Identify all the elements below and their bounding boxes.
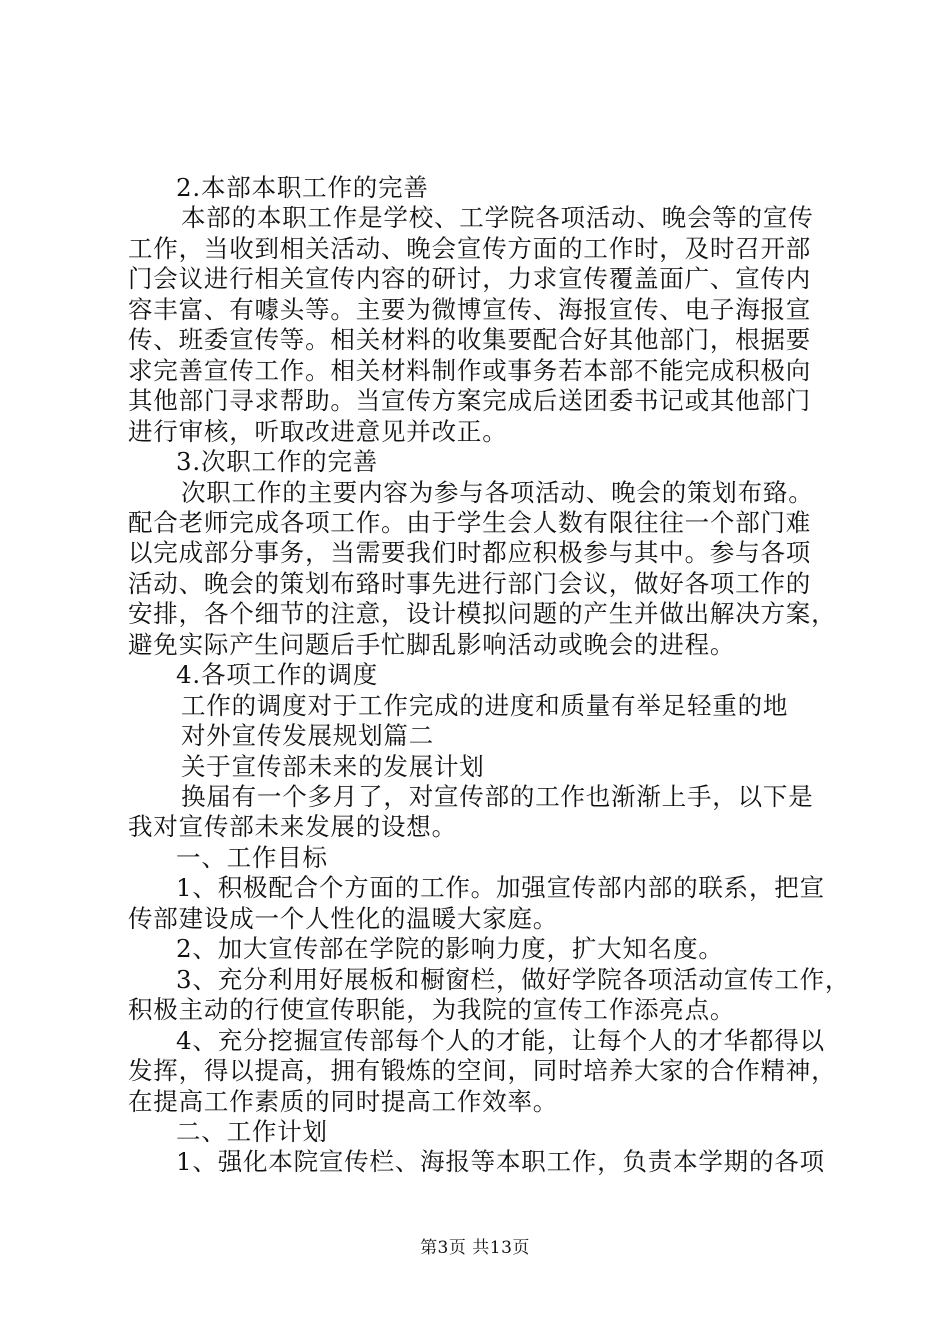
heading-work-goals: 一、工作目标 <box>176 842 328 872</box>
paragraph-line: 求完善宣传工作。相关材料制作或事务若本部不能完成积极向 <box>128 355 812 385</box>
paragraph-line: 进行审核，听取改进意见并改正。 <box>128 416 508 446</box>
paragraph-line: 活动、晚会的策划布臵时事先进行部门会议，做好各项工作的 <box>128 568 812 598</box>
heading-secondary-duties: 3.次职工作的完善 <box>176 447 379 477</box>
list-item: 3、充分利用好展板和橱窗栏，做好学院各项活动宣传工作， <box>176 964 851 994</box>
paragraph-line: 传、班委宣传等。相关材料的收集要配合好其他部门，根据要 <box>128 325 812 355</box>
paragraph-line: 发挥，得以提高，拥有锻炼的空间，同时培养大家的合作精神， <box>128 1056 837 1085</box>
heading-own-duties: 2.本部本职工作的完善 <box>176 173 429 202</box>
paragraph-line: 工作，当收到相关活动、晚会宣传方面的工作时，及时召开部 <box>128 233 812 263</box>
paragraph-line: 在提高工作素质的同时提高工作效率。 <box>128 1086 559 1116</box>
paragraph-line: 门会议进行相关宣传内容的研讨，力求宣传覆盖面广、宣传内 <box>128 264 812 294</box>
paragraph-line: 积极主动的行使宣传职能，为我院的宣传工作添亮点。 <box>128 995 736 1025</box>
paragraph-line: 避免实际产生问题后手忙脚乱影响活动或晚会的进程。 <box>128 629 736 659</box>
list-item: 2、加大宣传部在学院的影响力度，扩大知名度。 <box>176 934 724 964</box>
paragraph-line: 传部建设成一个人性化的温暖大家庭。 <box>128 903 559 933</box>
paragraph-line: 本部的本职工作是学校、工学院各项活动、晚会等的宣传 <box>181 203 814 233</box>
section-subtitle: 关于宣传部未来的发展计划 <box>181 751 485 781</box>
page-number-footer: 第3页 共13页 <box>420 1238 530 1258</box>
paragraph-line: 次职工作的主要内容为参与各项活动、晚会的策划布臵。 <box>181 477 814 507</box>
paragraph-line: 安排，各个细节的注意，设计模拟问题的产生并做出解决方案， <box>128 599 837 629</box>
list-item: 4、充分挖掘宣传部每个人的才能，让每个人的才华都得以 <box>176 1025 825 1055</box>
paragraph-line: 以完成部分事务，当需要我们时都应积极参与其中。参与各项 <box>128 538 812 568</box>
list-item: 1、强化本院宣传栏、海报等本职工作，负责本学期的各项 <box>176 1147 825 1177</box>
paragraph-line: 其他部门寻求帮助。当宣传方案完成后送团委书记或其他部门 <box>128 386 812 416</box>
paragraph-line: 我对宣传部未来发展的设想。 <box>128 812 457 842</box>
list-item: 1、积极配合个方面的工作。加强宣传部内部的联系，把宣 <box>176 873 825 903</box>
heading-scheduling: 4.各项工作的调度 <box>176 660 379 690</box>
paragraph-line: 换届有一个多月了，对宣传部的工作也渐渐上手，以下是 <box>181 782 814 811</box>
paragraph-line: 配合老师完成各项工作。由于学生会人数有限往往一个部门难 <box>128 507 812 537</box>
heading-work-plan: 二、工作计划 <box>176 1116 328 1146</box>
section-title: 对外宣传发展规划篇二 <box>181 721 434 751</box>
paragraph-line: 容丰富、有噱头等。主要为微博宣传、海报宣传、电子海报宣 <box>128 294 812 324</box>
paragraph-line: 工作的调度对于工作完成的进度和质量有举足轻重的地 <box>181 690 789 720</box>
